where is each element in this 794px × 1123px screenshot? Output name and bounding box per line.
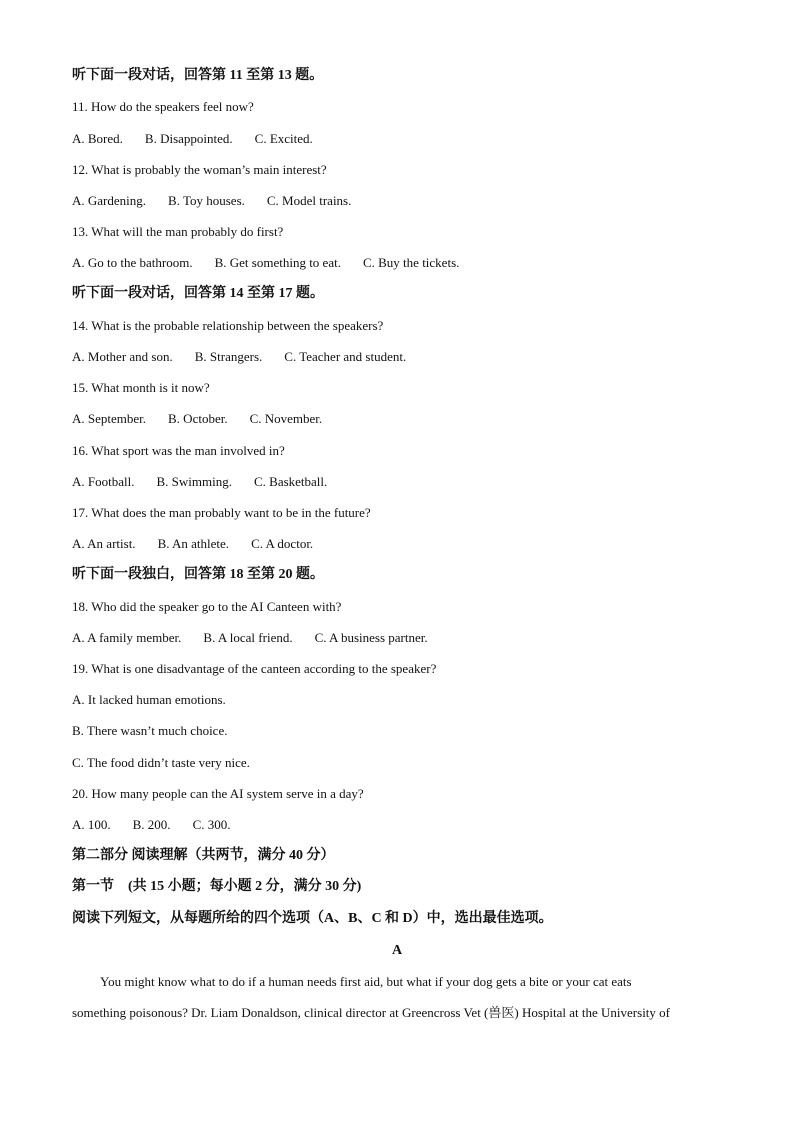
option-c: C. A doctor. [251,536,314,551]
options-13 [72,255,481,271]
option-c: C. A business partner. [314,630,428,645]
option-c: C. Model trains. [266,193,352,208]
option-b: B. Toy houses. [168,193,245,208]
option-a: A. A family member. [72,630,182,645]
option-b: B. A local friend. [203,630,293,645]
question-20: 20. How many people can the AI system serve in a day? [72,786,364,801]
question-11: 11. How do the speakers feel now? [72,99,254,114]
question-12: 12. What is probably the woman’s main interest? [72,162,327,177]
question-17: 17. What does the man probably want to be in the future? [72,505,371,520]
option-a: A. Gardening. [72,193,147,208]
options-17 [72,536,335,552]
option-c: C. The food didn’t taste very nice. [72,755,250,770]
option-a: A. September. [72,411,147,426]
option-a: A. Football. [72,474,135,489]
option-b: B. There wasn’t much choice. [72,723,228,738]
question-15: 15. What month is it now? [72,380,210,395]
option-a: A. An artist. [72,536,136,551]
question-19: 19. What is one disadvantage of the canteen according to the speaker? [72,661,437,676]
option-c: C. Excited. [254,131,313,146]
passage-text-line: You might know what to do if a human needs first aid, but what if your dog gets a bite or your cat eats [100,974,632,989]
option-a: A. It lacked human emotions. [72,692,226,707]
part-heading: 第二部分 阅读理解（共两节，满分 40 分） [72,848,335,863]
option-c: C. Teacher and student. [284,349,407,364]
question-14: 14. What is the probable relationship between the speakers? [72,318,384,333]
options-14 [72,349,428,365]
options-15 [72,411,344,427]
subsection-heading: 第一节 (共 15 小题；每小题 2 分，满分 30 分) [72,879,362,894]
question-16: 16. What sport was the man involved in? [72,443,285,458]
option-b: B. Swimming. [156,474,232,489]
passage-text-line: something poisonous? Dr. Liam Donaldson, clinical director at Greencross Vet (兽医) Hospital at the University of [72,1005,670,1020]
option-b: B. 200. [132,817,171,832]
option-a: A. Bored. [72,131,123,146]
option-a: A. Mother and son. [72,349,173,364]
option-c: C. November. [249,411,323,426]
reading-instruction: 阅读下列短文，从每题所给的四个选项（A、B、C 和 D）中，选出最佳选项。 [72,911,553,926]
section-heading: 听下面一段独白，回答第 18 至第 20 题。 [72,567,324,582]
options-11 [72,131,335,147]
option-b: B. An athlete. [157,536,230,551]
section-heading: 听下面一段对话，回答第 14 至第 17 题。 [72,286,324,301]
option-c: C. Buy the tickets. [362,255,460,270]
option-b: B. Strangers. [194,349,263,364]
question-18: 18. Who did the speaker go to the AI Canteen with? [72,599,342,614]
section-heading: 听下面一段对话，回答第 11 至第 13 题。 [72,68,324,83]
option-a: A. 100. [72,817,111,832]
options-16 [72,474,349,490]
option-a: A. Go to the bathroom. [72,255,193,270]
option-c: C. Basketball. [253,474,328,489]
option-b: B. Disappointed. [144,131,233,146]
passage-title: A [391,943,403,958]
option-c: C. 300. [192,817,231,832]
option-b: B. October. [168,411,228,426]
options-18 [72,630,450,646]
options-20 [72,817,252,833]
question-13: 13. What will the man probably do first? [72,224,284,239]
option-b: B. Get something to eat. [214,255,341,270]
options-12 [72,193,373,209]
